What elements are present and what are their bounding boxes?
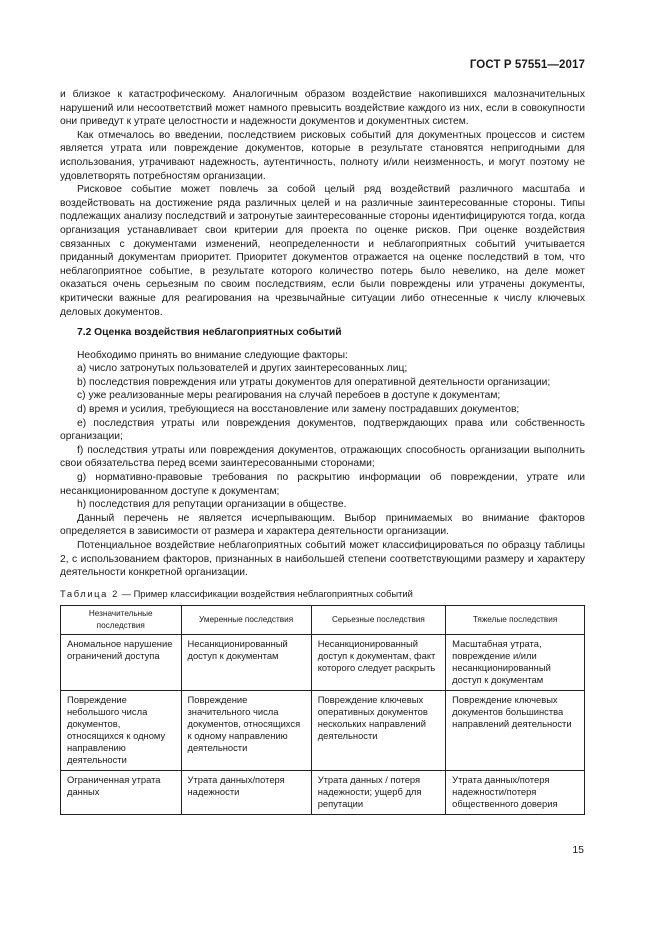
table-row	[61, 691, 585, 771]
table-caption-label: Таблица 2	[60, 588, 119, 599]
section-title: 7.2 Оценка воздействия неблагоприятных событий	[77, 327, 342, 339]
list-item: h) последствия для репутации организации в обществе.	[77, 499, 347, 511]
paragraph: Потенциальное воздействие неблагоприятных событий может классифицироваться по образцу таблицы 2, с использованием факторов, признанных в наибольшей степени соответствующими размеру и характеру деятельности конкретной организации.	[60, 540, 585, 579]
table-cell: Утрата данных/потеря надежности	[181, 771, 311, 815]
list-item: c) уже реализованные меры реагирования на случай перебоев в доступе к документам;	[77, 390, 501, 402]
list-item: g) нормативно-правовые требования по раскрытию информации об повреждении, утрате или несанкционированном доступе к документам;	[60, 472, 585, 497]
list-item: f) последствия утраты или повреждения документов, отражающих способность организации выполнить свои обязательства перед всеми заинтересованными сторонами;	[60, 444, 585, 470]
table-cell: Аномальное нарушение ограничений доступа	[61, 635, 182, 691]
paragraph: Данный перечень не является исчерпывающим. Выбор принимаемых во внимание факторов определяется в зависимости от размера и характера деятельности организации.	[60, 512, 585, 538]
table-cell: Ограниченная утрата данных	[61, 771, 182, 815]
table-cell: Несанкционированный доступ к документам, факт которого следует раскрыть	[311, 635, 445, 691]
paragraph: и близкое к катастрофическому. Аналогичным образом воздействие накопившихся малозначительных нарушений или несоответствий может намного превысить воздействие каждого из них, если в совокупности они приведут к утрате целостности и надежности документов и документных систем.	[60, 89, 585, 128]
list-item: e) последствия утраты или повреждения документов, подтверждающих права или собственность организации;	[60, 417, 585, 443]
list-item: a) число затронутых пользователей и других заинтересованных лиц;	[77, 363, 408, 375]
list-item: d) время и усилия, требующиеся на восстановление или замену пострадавших документов;	[77, 404, 520, 416]
table-caption-text: — Пример классификации воздействия неблагоприятных событий	[118, 588, 413, 599]
table-cell: Масштабная утрата, повреждение и/или несанкционированный доступ к документам	[446, 635, 585, 691]
table-cell: Утрата данных/потеря надежности/потеря общественного доверия	[446, 771, 585, 815]
table-header-row	[61, 606, 585, 635]
table-caption	[60, 588, 585, 600]
page-number: 15	[572, 844, 584, 856]
table-cell: Утрата данных / потеря надежности; ущерб для репутации	[311, 771, 445, 815]
column-header-minor: Незначительные последствия	[61, 606, 182, 635]
impact-classification-table	[60, 605, 585, 815]
document-header: ГОСТ Р 57551—2017	[469, 59, 585, 71]
table-cell: Повреждение небольшого числа документов, относящихся к одному направлению деятельности	[61, 691, 182, 771]
table-cell: Повреждение значительного числа документов, относящихся к одному направлению деятельности	[181, 691, 311, 771]
table-row	[61, 635, 585, 691]
paragraph: Рисковое событие может повлечь за собой целый ряд воздействий различного масштаба и воздействовать на достижение ряда различных целей и на различные заинтересованные стороны. Типы подлежащих анализу последствий и затронутые заинтересованные стороны идентифицируются тогда, когда организация устанавливает свои критерии для проекта по оценке рисков. При оценке воздействия связанных с документами изменений, неопределенности и неблагоприятных событий учитывается приданный документам приоритет. Приоритет документов отражается на оценке последствий в том, что неблагоприятное событие, в результате которого количество потерь было невелико, на деле может оказаться очень серьезным по своим последствиям, если были повреждены или утрачены документы, критически важные для реагирования на чрезвычайные ситуации либо отнесенные к числу ключевых деловых документов.	[60, 184, 585, 318]
table-cell: Повреждение ключевых оперативных документов нескольких направлений деятельности	[311, 691, 445, 771]
document-body	[60, 88, 585, 580]
table-cell: Повреждение ключевых документов большинства направлений деятельности	[446, 691, 585, 771]
column-header-moderate: Умеренные последствия	[181, 606, 311, 635]
paragraph: Как отмечалось во введении, последствием рисковых событий для документных процессов и систем является утрата или повреждение документов, которые в результате становятся непригодными для использования, утрачивают надежность, аутентичность, полноту и/или неизменность, и могут поэтому не удовлетворять потребностям организации.	[60, 129, 585, 182]
table-cell: Несанкционированный доступ к документам	[181, 635, 311, 691]
column-header-serious: Серьезные последствия	[311, 606, 445, 635]
column-header-severe: Тяжелые последствия	[446, 606, 585, 635]
table-row	[61, 771, 585, 815]
list-intro: Необходимо принять во внимание следующие факторы:	[77, 349, 348, 361]
list-item: b) последствия повреждения или утраты документов для оперативной деятельности организации;	[77, 376, 551, 388]
